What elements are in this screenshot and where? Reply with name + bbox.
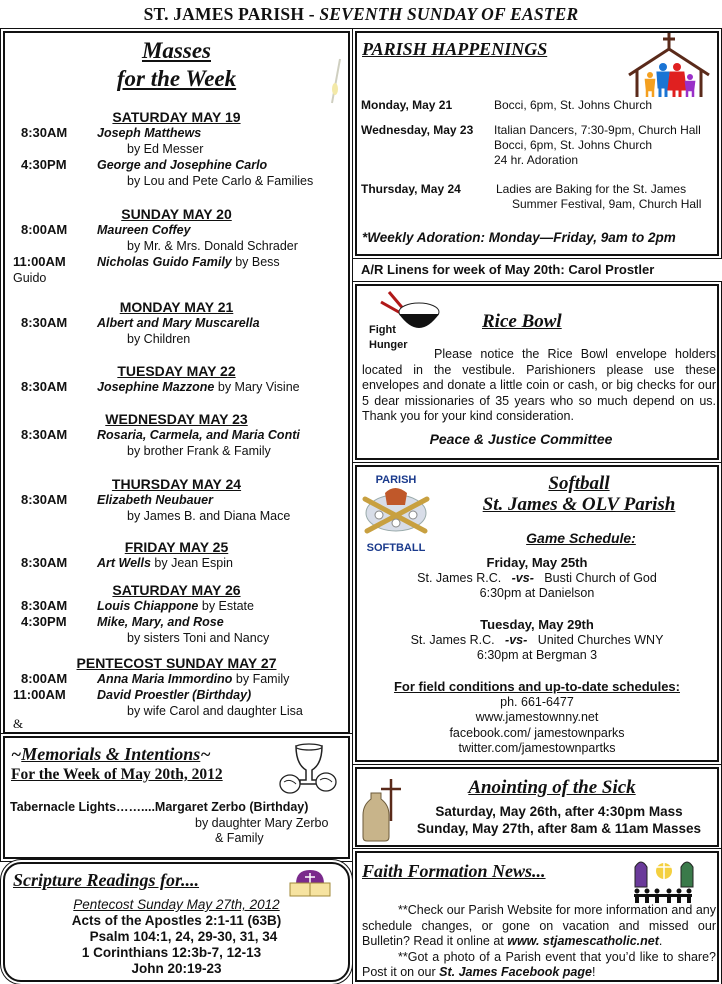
intention-donor: by Family	[232, 672, 290, 686]
twitter-link[interactable]: twitter.com/jamestownpartks	[458, 741, 616, 755]
mass-day	[5, 363, 348, 395]
intention-donor: by Children	[127, 332, 191, 346]
memorial-donor: by daughter Mary Zerbo	[195, 816, 329, 830]
reading-item: John 20:19-23	[131, 961, 222, 976]
faith-panel	[355, 851, 719, 982]
info-heading: For field conditions and up-to-date schedules:	[393, 679, 680, 694]
softball-panel	[355, 465, 719, 762]
scripture-panel	[3, 862, 350, 982]
linens-notice: A/R Linens for week of May 20th: Carol Prostler	[361, 262, 655, 277]
intention-name: Maureen Coffey	[97, 223, 191, 237]
event-row: Wednesday, May 23 Italian Dancers, 7:30-9pm, Church Hall Bocci, 6pm, St. Johns Church 24 hr. Adoration	[361, 123, 701, 167]
intention-donor: by James B. and Diana Mace	[127, 509, 291, 523]
masses-panel	[3, 31, 350, 734]
mass-time: 8:30AM	[21, 492, 68, 507]
reading-item: 1 Corinthians 12:3b-7, 12-13	[81, 945, 262, 960]
mass-day	[5, 109, 348, 189]
mass-time: 11:00AM	[13, 687, 66, 702]
intention-name: Anna Maria Immordino	[97, 672, 233, 686]
mass-time: 8:00AM	[21, 671, 68, 686]
day-heading: FRIDAY MAY 25	[124, 539, 229, 555]
mass-day	[5, 539, 348, 571]
intention-donor: by sisters Toni and Nancy	[127, 631, 270, 645]
intention-donor: Guido	[13, 271, 47, 285]
schedule-heading: Game Schedule:	[526, 530, 636, 546]
parish-website-link[interactable]: www. stjamescatholic.net	[507, 934, 659, 948]
svg-text:SOFTBALL: SOFTBALL	[366, 542, 426, 553]
intention-donor: by Jean Espin	[150, 556, 233, 570]
occasion: SEVENTH SUNDAY OF EASTER	[319, 4, 579, 24]
intention-donor: by Mr. & Mrs. Donald Schrader	[127, 239, 298, 253]
intention-donor: by Estate	[198, 599, 254, 613]
mass-day	[5, 655, 348, 719]
mass-entry	[5, 379, 348, 395]
intention-donor: by Mary Visine	[214, 380, 300, 394]
lily-icon	[328, 57, 342, 107]
intention-name: Albert and Mary Muscarella	[97, 316, 260, 330]
ricebowl-title: Rice Bowl	[482, 311, 562, 332]
mass-day	[5, 582, 348, 646]
mass-time: 8:00AM	[21, 222, 68, 237]
tabernacle-lights: Tabernacle Lights……....Margaret Zerbo (Birthday)	[10, 800, 309, 814]
anointing-time: Sunday, May 27th, after 8am & 11am Masses	[416, 821, 702, 836]
stained-glass-children-icon	[629, 857, 699, 903]
day-heading: PENTECOST SUNDAY MAY 27	[76, 655, 277, 671]
intention-donor: by Lou and Pete Carlo & Families	[127, 174, 314, 188]
intention-name: Nicholas Guido Family	[97, 255, 232, 269]
game-item: Friday, May 25th St. James R.C. -vs- Busti Church of God 6:30pm at Danielson	[417, 555, 657, 600]
game-item: Tuesday, May 29th St. James R.C. -vs- United Churches WNY 6:30pm at Bergman 3	[410, 617, 664, 662]
mass-time: 8:30AM	[21, 598, 68, 613]
mass-entry	[5, 157, 348, 189]
svg-text:PARISH: PARISH	[375, 474, 417, 486]
mass-entry	[5, 671, 348, 687]
memorials-title: ~Memorials & Intentions~	[11, 744, 211, 764]
mass-entry	[5, 222, 348, 254]
scripture-title: Scripture Readings for....	[13, 870, 200, 890]
intention-donor: by Bess	[231, 255, 280, 269]
mass-entry	[5, 555, 348, 571]
intention-donor: by brother Frank & Family	[127, 444, 271, 458]
day-heading: MONDAY MAY 21	[119, 299, 234, 315]
website-link[interactable]: www.jamestownny.net	[475, 710, 599, 724]
faith-body: **Check our Parish Website for more information and any schedule changes, or gone on vacation and missed our Bulletin? Read it online at www. stjamescatholic.net. **Got a photo of a Parish event that you’d like to share? Post it on our St. James Facebook page!	[362, 903, 716, 979]
intention-name: Elizabeth Neubauer	[97, 493, 213, 507]
happenings-panel	[355, 31, 719, 256]
day-heading: THURSDAY MAY 24	[111, 476, 242, 492]
reading-item: Psalm 104:1, 24, 29-30, 31, 34	[89, 929, 278, 944]
anointing-time: Saturday, May 26th, after 4:30pm Mass	[435, 804, 683, 819]
page-title	[0, 4, 722, 25]
intention-name: Mike, Mary, and Rose	[97, 615, 224, 629]
mass-time: 8:30AM	[21, 427, 68, 442]
mass-time: 4:30PM	[21, 614, 67, 629]
intention-name: Art Wells	[97, 556, 151, 570]
anointing-panel	[355, 767, 719, 847]
ricebowl-body: Please notice the Rice Bowl envelope holders located in the vestibule. Parishioners please use these envelopes and donate a little coin or cash, or big checks for our 5 dear missionaries of 35 years who so much depend on us. Thank you for your kind consideration.	[362, 347, 716, 423]
mass-entry	[5, 598, 348, 614]
weekly-adoration: *Weekly Adoration: Monday—Friday, 9am to 2pm	[362, 230, 676, 245]
intention-name: Louis Chiappone	[97, 599, 199, 613]
ricebowl-signature: Peace & Justice Committee	[429, 431, 613, 447]
contact-info	[357, 679, 717, 757]
readings-list	[5, 897, 348, 977]
intention-name: Josephine Mazzone	[97, 380, 215, 394]
mass-time: 8:30AM	[21, 125, 68, 140]
mass-time: 8:30AM	[21, 379, 68, 394]
faith-title: Faith Formation News...	[362, 861, 546, 881]
day-heading: SUNDAY MAY 20	[121, 206, 232, 222]
phone: ph. 661-6477	[500, 694, 574, 709]
stray-ampersand: &	[13, 716, 24, 731]
mass-time: 4:30PM	[21, 157, 67, 172]
mass-day	[5, 411, 348, 459]
intention-name: Rosaria, Carmela, and Maria Conti	[97, 428, 300, 442]
memorials-panel	[3, 736, 350, 859]
mass-entry	[5, 427, 348, 459]
mass-entry	[5, 614, 348, 646]
event-row: Thursday, May 24 Ladies are Baking for the St. James Summer Festival, 9am, Church Hall	[361, 182, 702, 211]
mass-time: 11:00AM	[13, 254, 66, 269]
parish-name: ST. JAMES PARISH -	[143, 4, 315, 24]
mass-entry	[5, 125, 348, 157]
day-heading: WEDNESDAY MAY 23	[105, 411, 248, 427]
reading-item: Acts of the Apostles 2:1-11 (63B)	[71, 913, 282, 928]
happenings-title: PARISH HAPPENINGS	[362, 39, 548, 59]
day-heading: SATURDAY MAY 19	[112, 109, 241, 125]
memorial-donor-2: & Family	[215, 831, 264, 845]
facebook-link[interactable]: facebook.com/ jamestownparks	[449, 725, 625, 740]
fight-hunger-caption: Fight Hunger	[369, 324, 408, 351]
mass-entry	[5, 492, 348, 524]
chalice-icon	[278, 742, 338, 798]
mass-day	[5, 206, 348, 286]
softball-title: Softball St. James & OLV Parish	[482, 473, 676, 515]
anointing-title: Anointing of the Sick	[468, 777, 636, 798]
ricebowl-panel	[355, 284, 719, 460]
intention-name: David Proestler (Birthday)	[97, 688, 252, 702]
mass-day	[5, 299, 348, 347]
day-heading: SATURDAY MAY 26	[112, 582, 241, 598]
event-row: Monday, May 21 Bocci, 6pm, St. Johns Church	[361, 98, 653, 112]
intention-donor: by Ed Messer	[127, 142, 204, 156]
day-heading: TUESDAY MAY 22	[117, 363, 236, 379]
bible-icon	[288, 868, 332, 898]
intention-donor: by wife Carol and daughter Lisa	[127, 704, 303, 718]
mass-day	[5, 476, 348, 524]
mass-time: 8:30AM	[21, 315, 68, 330]
memorials-subtitle: For the Week of May 20th, 2012	[11, 766, 223, 783]
intention-name: Joseph Matthews	[97, 126, 202, 140]
church-family-icon	[625, 33, 713, 99]
feast-title: Pentecost Sunday May 27th, 2012	[73, 897, 280, 912]
mass-entry	[5, 254, 348, 286]
intention-name: George and Josephine Carlo	[97, 158, 268, 172]
mass-entry	[5, 315, 348, 347]
mass-entry	[5, 687, 348, 719]
mass-time: 8:30AM	[21, 555, 68, 570]
masses-title: Masses for the Week	[116, 38, 237, 91]
facebook-page-link[interactable]: St. James Facebook page	[439, 965, 592, 979]
